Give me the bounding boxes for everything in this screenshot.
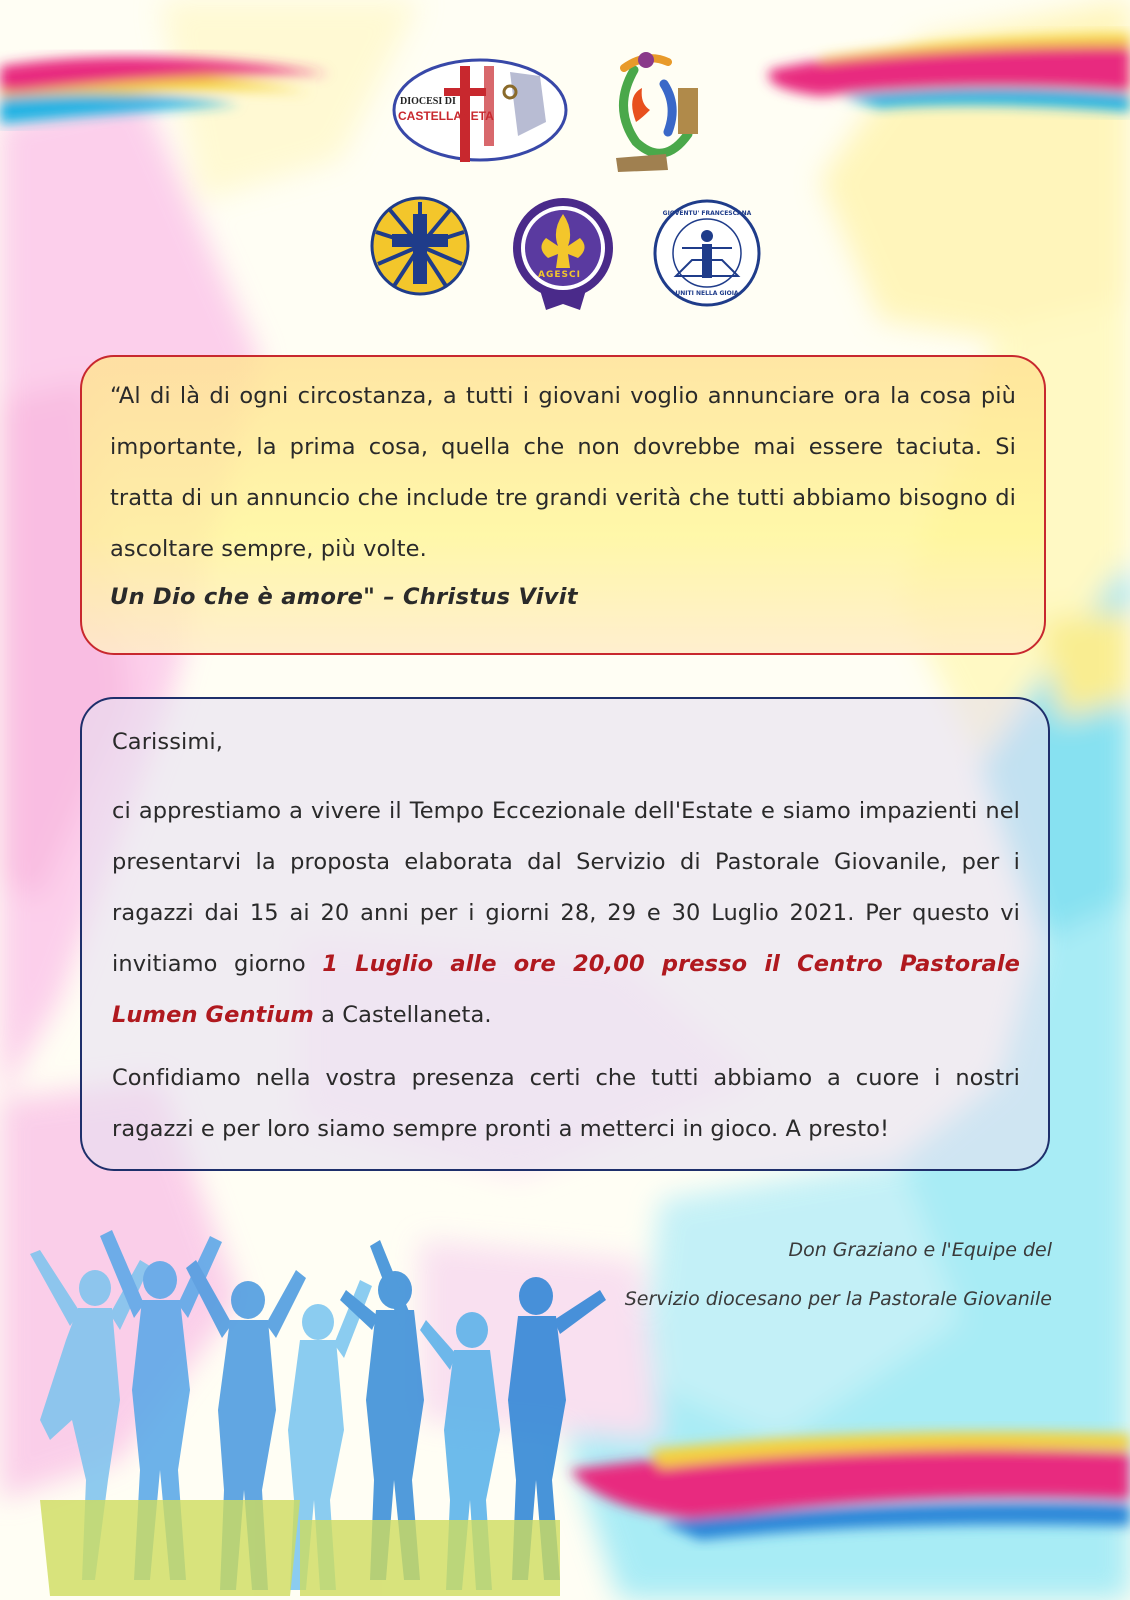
- quote-box: [80, 355, 1046, 655]
- gioventu-francescana-logo: [652, 198, 762, 308]
- gioventu-logo-bottom-text: UNITI NELLA GIOIA: [675, 290, 739, 297]
- signature-line1: Don Graziano e l'Equipe del: [788, 1239, 1052, 1261]
- diocese-logo-line1: DIOCESI DI: [400, 96, 456, 107]
- agesci-logo: [510, 194, 616, 314]
- letter-body-end: a Castellaneta.: [313, 1002, 492, 1028]
- diocese-castellaneta-logo: [390, 52, 570, 168]
- letter-body-start: ci apprestiamo a vivere il Tempo Eccezionale dell'Estate e siamo impazienti nel presentarvi la proposta elaborata dal Servizio di Pastorale Giovanile, per i ragazzi dai 15 ai 20 anni per i giorni 28, 29 e 30 Luglio 2021. Per questo vi invitiamo giorno: [112, 798, 1020, 977]
- quote-source: Un Dio che è amore" – Christus Vivit: [110, 584, 578, 610]
- azione-cattolica-logo: [370, 196, 470, 296]
- event-highlight: 1 Luglio alle ore 20,00 presso il Centro Pastorale Lumen Gentium: [112, 951, 1020, 1028]
- quote-text: “Al di là di ogni circostanza, a tutti i giovani voglio annunciare ora la cosa più importante, la prima cosa, quella che non dovrebbe mai essere taciuta. Si tratta di un annuncio che include tre grandi verità che tutti abbiamo bisogno di ascoltare sempre, più volte.: [110, 383, 1016, 562]
- agesci-logo-text: AGESCI: [538, 270, 581, 280]
- letter-box: [80, 697, 1050, 1171]
- diocese-logo-line2: CASTELLANETA: [398, 109, 494, 123]
- gioventu-logo-top-text: GIOVENTU' FRANCESCANA: [662, 210, 752, 217]
- youth-pastoral-logo: [606, 38, 706, 174]
- letter-body: [112, 786, 1020, 1041]
- letter-closing: Confidiamo nella vostra presenza certi che tutti abbiamo a cuore i nostri ragazzi e per loro siamo sempre pronti a metterci in gioco. A presto!: [112, 1065, 1020, 1142]
- letter-greeting: Carissimi,: [112, 729, 224, 755]
- signature: [625, 1226, 1052, 1324]
- signature-line2: Servizio diocesano per la Pastorale Giovanile: [624, 1288, 1052, 1310]
